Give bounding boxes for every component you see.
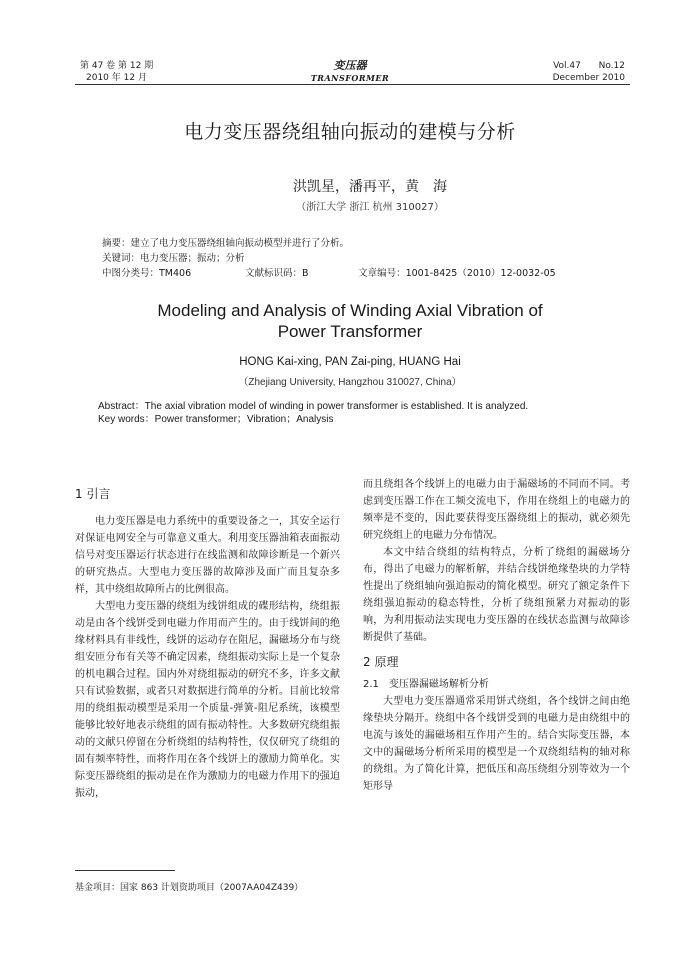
paragraph: 大型电力变压器的绕组为线饼组成的碟形结构，绕组振动是由各个线饼受到电磁力作用而产生的。由于线饼间的绝缘材料具有非线性，线饼的运动存在阻尼，漏磁场分布与绕组安匝分布有关等不确定因素，绕组振动实际上是一个复杂的机电耦合过程。国内外对绕组振动的研究不多，许多文献只有试验数据，或者只对数据进行简单的分析。目前比较常用的绕组振动模型是采用一个质量-弹簧-阻尼系统，该模型能够比较好地表示绕组的固有振动特性。大多数研究绕组振动的文献只停留在分析绕组的结构特性，仅仅研究了绕组的固有频率特性，而将作用在各个线饼上的激励力简单化。实际变压器绕组的振动是在作为激励力的电磁力作用下的强迫振动， — [75, 601, 340, 799]
section-heading-introduction: 1 引言 — [75, 487, 111, 501]
header-no: No.12 — [598, 61, 625, 71]
affiliation-cn: （浙江大学 浙江 杭州 310027） — [296, 202, 444, 213]
paragraph: 而且绕组各个线饼上的电磁力由于漏磁场的不同而不同。考虑到变压器工作在工频交流电下，作用在绕组上的电磁力的频率是不变的，因此要获得变压器绕组上的振动，就必须先研究绕组上的电磁力分布情况。 — [363, 479, 630, 541]
page-title-cn: 电力变压器绕组轴向振动的建模与分析 — [184, 121, 516, 143]
title-en-line1: Modeling and Analysis of Winding Axial Vibration of — [157, 301, 543, 320]
affiliation-en: （Zhejiang University, Hangzhou 310027, China） — [238, 377, 462, 388]
abstract-cn: 摘要：建立了电力变压器绕组轴向振动模型并进行了分析。 — [102, 238, 350, 249]
issue-date: 2010 年 12 月 — [86, 73, 147, 83]
keywords-cn: 关键词：电力变压器；振动；分析 — [102, 253, 245, 264]
header-right — [500, 60, 625, 84]
journal-name-cn: 变压器 — [333, 59, 367, 72]
header-left — [80, 60, 210, 84]
journal-name-en: TRANSFORMER — [310, 73, 390, 83]
paragraph: 本文中结合绕组的结构特点，分析了绕组的漏磁场分布，得出了电磁力的解析解，并结合线饼绝缘垫块的力学特性提出了绕组轴向强迫振动的简化模型。研究了额定条件下绕组强迫振动的稳态特性，分析了绕组预紧力对振动的影响，为利用振动法实现电力变压器的在线状态监测与故障诊断提供了基础。 — [363, 547, 630, 643]
header-vol: Vol.47 — [553, 61, 581, 71]
footnote-rule — [75, 870, 175, 871]
paragraph: 大型电力变压器通常采用饼式绕组，各个线饼之间由绝缘垫块分隔开。绕组中各个线饼受到的电磁力是由绕组中的电流与该处的漏磁场相互作用产生的。结合实际变压器，本文中的漏磁场分析所采用的模型是一个双绕组结构的轴对称的绕组。为了简化计算，把低压和高压绕组分别等效为一个矩形导 — [363, 696, 630, 792]
abstract-en: Abstract：The axial vibration model of winding in power transformer is established. It is analyzed. — [98, 401, 529, 412]
header-rule — [75, 84, 630, 85]
document-code: 文献标识码：B — [245, 268, 309, 279]
clc-number: 中图分类号：TM406 — [102, 268, 192, 279]
abstract-block-cn — [102, 236, 622, 281]
article-number: 文章编号：1001-8425（2010）12-0032-05 — [358, 268, 556, 279]
subsection-heading: 2.1 变压器漏磁场解析分析 — [363, 679, 489, 690]
page-title-en — [60, 300, 640, 342]
authors-en: HONG Kai-xing, PAN Zai-ping, HUANG Hai — [239, 356, 461, 368]
title-en-line2: Power Transformer — [277, 322, 423, 341]
section-heading-principle: 2 原理 — [363, 655, 399, 669]
abstract-block-en — [98, 400, 605, 426]
left-column — [75, 486, 340, 802]
footnote-funding: 基金项目：国家 863 计划资助项目（2007AA04Z439） — [75, 883, 304, 893]
classification-row — [102, 266, 622, 281]
journal-masthead — [290, 57, 410, 83]
header-date-en: December 2010 — [552, 73, 625, 83]
paragraph: 电力变压器是电力系统中的重要设备之一，其安全运行对保证电网安全与可靠意义重大。利用变压器油箱表面振动信号对变压器运行状态进行在线监测和故障诊断是一个新兴的研究热点。大型电力变压器的故障涉及面广而且复杂多样，其中绕组故障所占的比例很高。 — [75, 516, 340, 595]
issue-volume: 第 47 卷 第 12 期 — [80, 61, 154, 71]
right-column — [363, 476, 630, 795]
keywords-en: Key words：Power transformer；Vibration；Analysis — [98, 414, 334, 425]
authors-cn: 洪凯星，潘再平，黄 海 — [293, 179, 447, 195]
